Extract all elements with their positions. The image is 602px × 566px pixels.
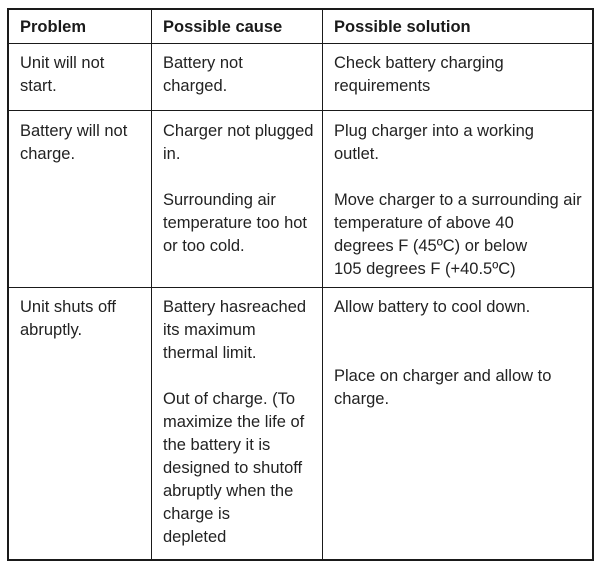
cause-text: Battery hasreached its maximum thermal limit. <box>163 298 307 362</box>
paragraph-gap <box>163 166 314 189</box>
cause-cell <box>152 44 323 111</box>
table-row <box>9 111 593 288</box>
paragraph-gap <box>334 166 584 189</box>
solution-text: Move charger to a surrounding air temperature of above 40 degrees F (45ºC) or below 105 degrees F (+40.5ºC) <box>334 191 582 278</box>
solution-text: Place on charger and allow to charge. <box>334 367 552 408</box>
solution-cell <box>323 288 593 560</box>
cause-text: Out of charge. (To maximize the life of the battery it is designed to shutoff abruptly when the charge is depleted <box>163 390 305 546</box>
cause-cell <box>152 288 323 560</box>
table-row <box>9 44 593 111</box>
solution-text: Allow battery to cool down. <box>334 298 531 316</box>
troubleshooting-table-frame <box>7 8 594 561</box>
header-possible-cause: Possible cause <box>152 10 323 44</box>
table-header-row <box>9 10 593 44</box>
paragraph-gap <box>163 365 314 388</box>
header-problem: Problem <box>9 10 152 44</box>
table-row <box>9 288 593 560</box>
problem-text: Battery will not charge. <box>20 122 128 163</box>
cause-cell <box>152 111 323 288</box>
problem-cell <box>9 288 152 560</box>
problem-cell <box>9 111 152 288</box>
problem-text: Unit will not start. <box>20 54 105 95</box>
problem-cell <box>9 44 152 111</box>
header-possible-solution: Possible solution <box>323 10 593 44</box>
troubleshooting-table <box>8 9 593 560</box>
problem-text: Unit shuts off abruptly. <box>20 298 116 339</box>
solution-text: Check battery charging requirements <box>334 54 504 95</box>
solution-text: Plug charger into a working outlet. <box>334 122 534 163</box>
cause-text: Battery not charged. <box>163 54 243 95</box>
solution-cell <box>323 44 593 111</box>
cause-text: Surrounding air temperature too hot or too cold. <box>163 191 308 255</box>
cause-text: Charger not plugged in. <box>163 122 314 163</box>
paragraph-gap <box>334 319 584 365</box>
solution-cell <box>323 111 593 288</box>
